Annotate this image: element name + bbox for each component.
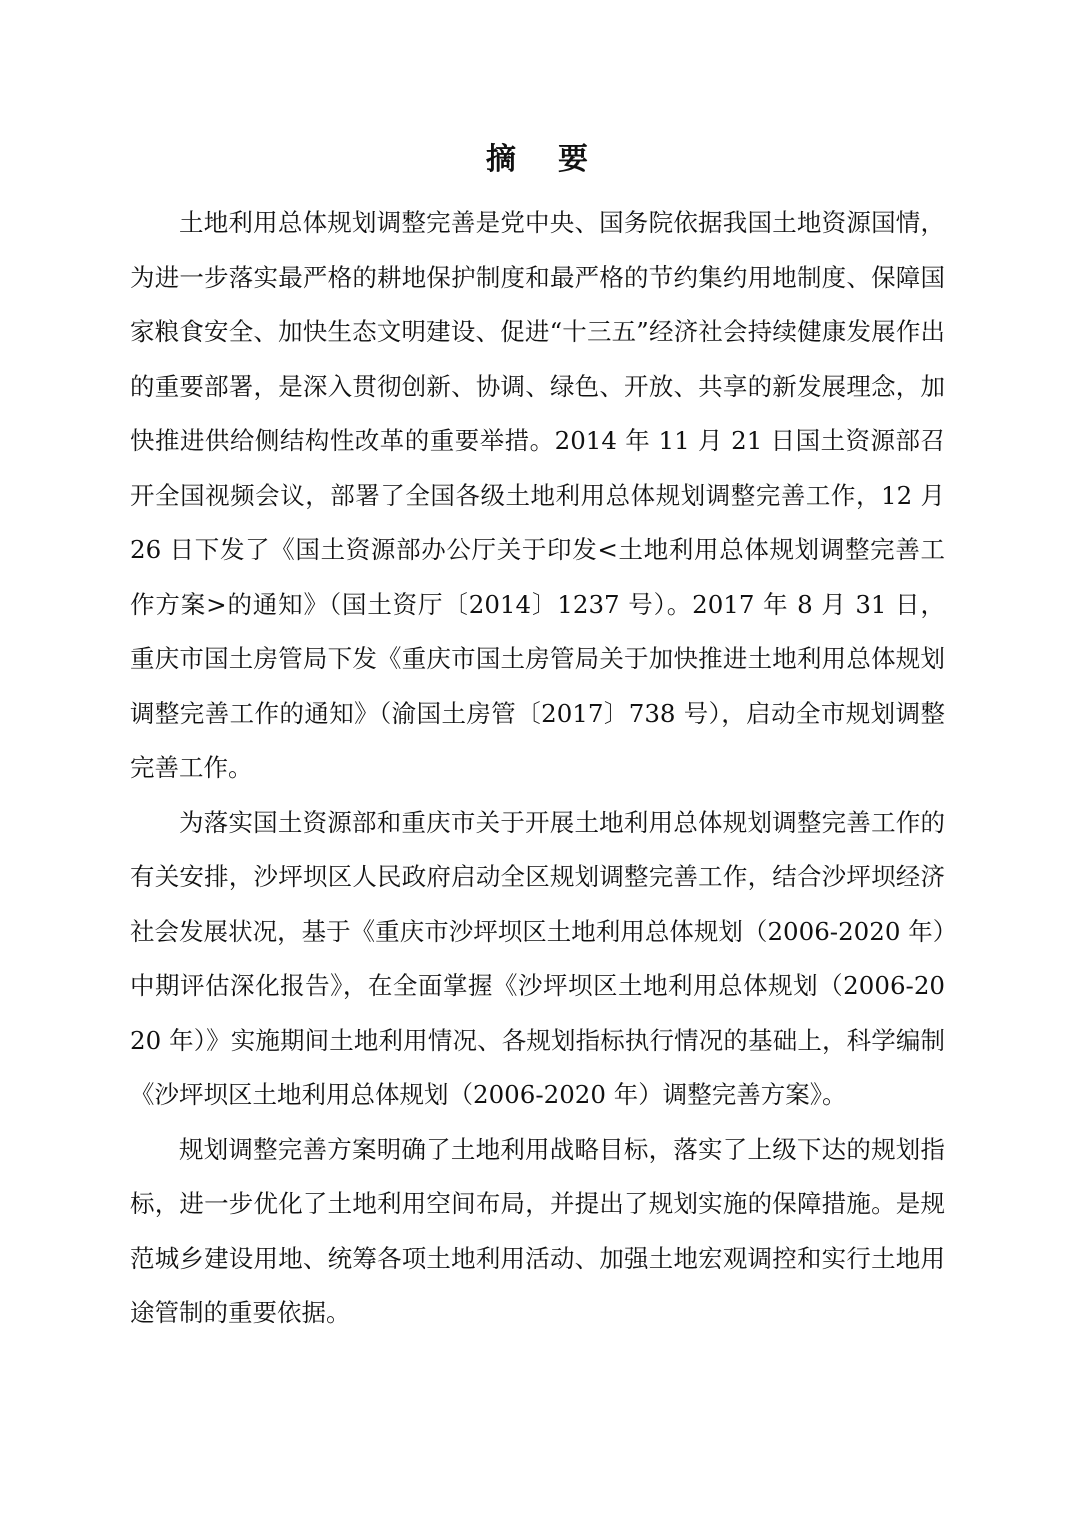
paragraph-3: 规划调整完善方案明确了土地利用战略目标，落实了上级下达的规划指标，进一步优化了土地利用空间布局，并提出了规划实施的保障措施。是规范城乡建设用地、统筹各项土地利用活动、加强土地宏观调控和实行土地用途管制的重要依据。 [130,1134,945,1327]
paragraph-1: 土地利用总体规划调整完善是党中央、国务院依据我国土地资源国情，为进一步落实最严格的耕地保护制度和最严格的节约集约用地制度、保障国家粮食安全、加快生态文明建设、促进“十三五”经济社会持续健康发展作出的重要部署，是深入贯彻创新、协调、绿色、开放、共享的新发展理念，加快推进供给侧结构性改革的重要举措。2014 年 11 月 21 日国土资源部召开全国视频会议，部署了全国各级土地利用总体规划调整完善工作，12 月 26 日下发了《国土资源部办公厅关于印发<土地利用总体规划调整完善工作方案>的通知》（国土资厅〔2014〕1237 号）。2017 年 8 月 31 日，重庆市国土房管局下发《重庆市国土房管局关于加快推进土地利用总体规划调整完善工作的通知》（渝国土房管〔2017〕738 号），启动全市规划调整完善工作。 [130,208,945,782]
abstract-body [130,196,945,1341]
page-title: 摘要 [486,142,630,177]
paragraph-2: 为落实国土资源部和重庆市关于开展土地利用总体规划调整完善工作的有关安排，沙坪坝区人民政府启动全区规划调整完善工作，结合沙坪坝经济社会发展状况，基于《重庆市沙坪坝区土地利用总体规划（2006-2020 年）中期评估深化报告》，在全面掌握《沙坪坝区土地利用总体规划（2006-2020 年）》实施期间土地利用情况、各规划指标执行情况的基础上，科学编制《沙坪坝区土地利用总体规划（2006-2020 年）调整完善方案》。 [130,807,945,1109]
